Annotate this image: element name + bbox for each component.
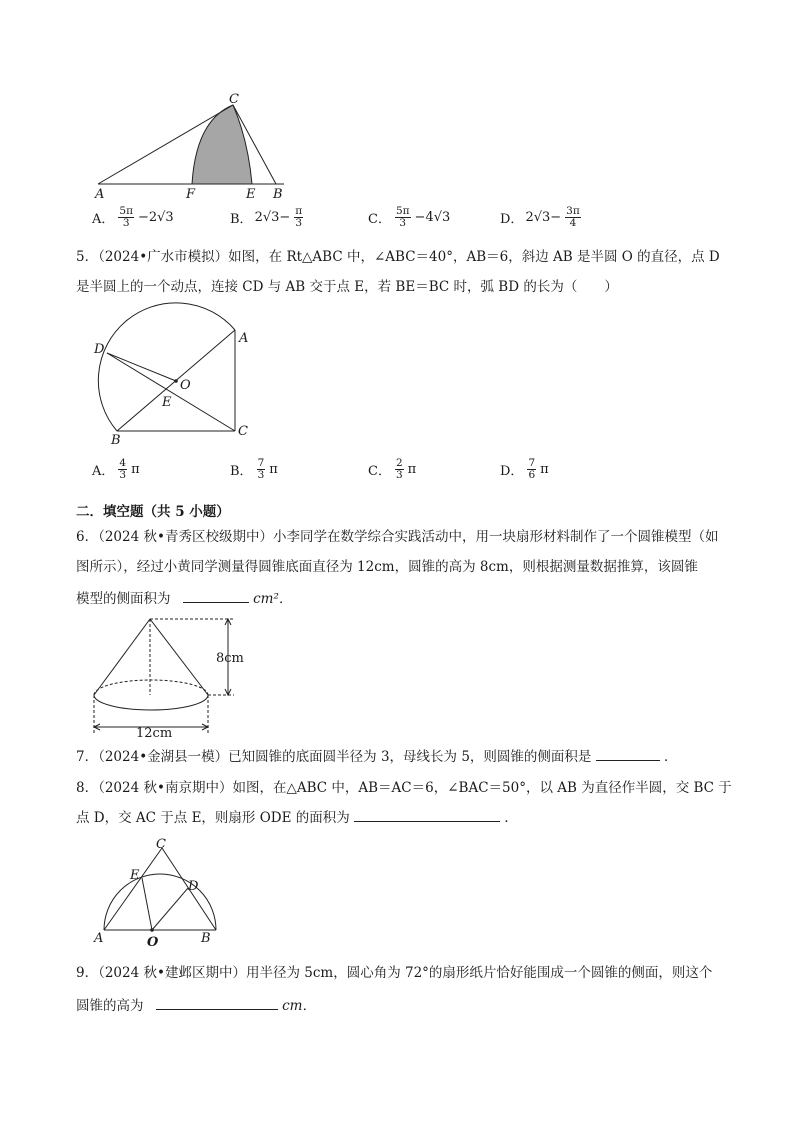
q4-option-b[interactable]: [230, 206, 305, 229]
option-letter: A．: [92, 212, 115, 227]
q5-option-a[interactable]: [92, 458, 140, 481]
shaded-region: [192, 105, 252, 184]
q5-text-line1: 5．（2024•广水市模拟）如图，在 Rt△ABC 中，∠ABC＝40°，AB＝6，斜边 AB 是半圆 O 的直径，点 D: [76, 249, 720, 265]
q6-cone-figure: [88, 615, 258, 740]
q8-figure: [90, 837, 230, 950]
fraction: $\frac{4}{3}$: [119, 457, 127, 481]
option-suffix: π: [407, 462, 417, 477]
option-letter: B．: [230, 212, 253, 227]
q8-prefix: 点 D，交 AC 于点 E，则扇形 ODE 的面积为: [76, 810, 350, 826]
q9-prefix: 圆锥的高为: [76, 998, 144, 1014]
option-letter: C．: [368, 212, 391, 227]
label-O: O: [180, 378, 191, 393]
q7-body: 7．（2024•金湖县一模）已知圆锥的底面圆半径为 3，母线长为 5，则圆锥的侧面积是: [76, 749, 592, 765]
q9-answer-blank[interactable]: [156, 997, 278, 1010]
label-A: A: [95, 187, 105, 202]
fraction: $\frac{5\pi}{3}$: [119, 205, 133, 229]
fraction: $\frac{2}{3}$: [395, 457, 403, 481]
fraction: $\frac{\pi}{3}$: [295, 205, 303, 229]
label-E: E: [162, 395, 172, 410]
q4-option-a[interactable]: [92, 206, 174, 229]
fraction: $\frac{5\pi}{3}$: [395, 205, 410, 229]
label-E: E: [246, 187, 256, 202]
q7-text: [76, 747, 726, 767]
q9-text-line1: 9．（2024 秋•建邺区期中）用半径为 5cm，圆心角为 72°的扇形纸片恰好能围成一个圆锥的侧面，则这个: [76, 965, 713, 981]
label-C: C: [238, 424, 248, 439]
q4-option-c[interactable]: [368, 206, 450, 229]
option-pre: 2√3−: [254, 210, 291, 225]
q6-text-line3: [76, 589, 726, 609]
fraction: $\frac{7}{3}$: [257, 457, 265, 481]
fraction: $\frac{3\pi}{4}$: [566, 205, 580, 229]
option-suffix: π: [540, 462, 549, 477]
q6-text-line2: 图所示），经过小黄同学测量得圆锥底面直径为 12cm，圆锥的高为 8cm，则根据测量数据推算，该圆锥: [76, 559, 698, 575]
q9-unit: cm．: [282, 998, 316, 1014]
label-A: A: [239, 331, 249, 346]
q5-option-b[interactable]: [230, 458, 278, 481]
q4-option-d[interactable]: [500, 206, 583, 229]
q8-end: ．: [504, 810, 518, 826]
option-suffix: π: [269, 462, 278, 477]
option-pre: 2√3−: [525, 210, 562, 225]
q4-figure: [90, 90, 300, 200]
fraction: $\frac{7}{6}$: [528, 457, 536, 481]
option-letter: A．: [92, 464, 115, 479]
label-O: O: [147, 935, 159, 950]
q5-text-line2: 是半圆上的一个动点，连接 CD 与 AB 交于点 E，若 BE＝BC 时，弧 BD 的长为（ ）: [76, 279, 618, 295]
label-E: E: [130, 868, 140, 883]
option-letter: C．: [368, 464, 391, 479]
option-rest: −4√3: [414, 210, 451, 225]
q6-text-line1: 6．（2024 秋•青秀区校级期中）小李同学在数学综合实践活动中，用一块扇形材料制作了一个圆锥模型（如: [76, 529, 719, 545]
option-letter: D．: [500, 212, 524, 227]
q8-answer-blank[interactable]: [354, 809, 500, 822]
label-B: B: [201, 931, 211, 946]
q5-figure: [90, 305, 260, 450]
q6-answer-blank[interactable]: [183, 590, 249, 603]
label-F: F: [186, 187, 196, 202]
q7-answer-blank[interactable]: [596, 748, 660, 761]
option-letter: D．: [500, 464, 524, 479]
section-heading: 二．填空题（共 5 小题）: [76, 504, 230, 520]
label-C: C: [229, 92, 239, 107]
label-D: D: [94, 342, 105, 357]
label-C: C: [156, 837, 166, 852]
label-D: D: [188, 879, 199, 894]
q5-option-c[interactable]: [368, 458, 416, 481]
q8-text-line1: 8．（2024 秋•南京期中）如图，在△ABC 中，AB＝AC＝6，∠BAC＝50°，以 AB 为直径作半圆，交 BC 于: [76, 780, 732, 796]
label-B: B: [273, 187, 283, 202]
q6-prefix: 模型的侧面积为: [76, 591, 171, 607]
height-label: 8cm: [216, 651, 244, 666]
q8-text-line2: [76, 808, 726, 828]
option-suffix: π: [131, 462, 140, 477]
label-B: B: [111, 433, 121, 448]
q7-end: ．: [664, 749, 678, 765]
q6-unit: cm²．: [253, 591, 293, 607]
q9-text-line2: [76, 996, 726, 1016]
option-letter: B．: [230, 464, 253, 479]
label-A: A: [94, 931, 104, 946]
diameter-label: 12cm: [136, 726, 173, 741]
option-rest: −2√3: [137, 210, 174, 225]
q5-option-d[interactable]: [500, 458, 549, 481]
